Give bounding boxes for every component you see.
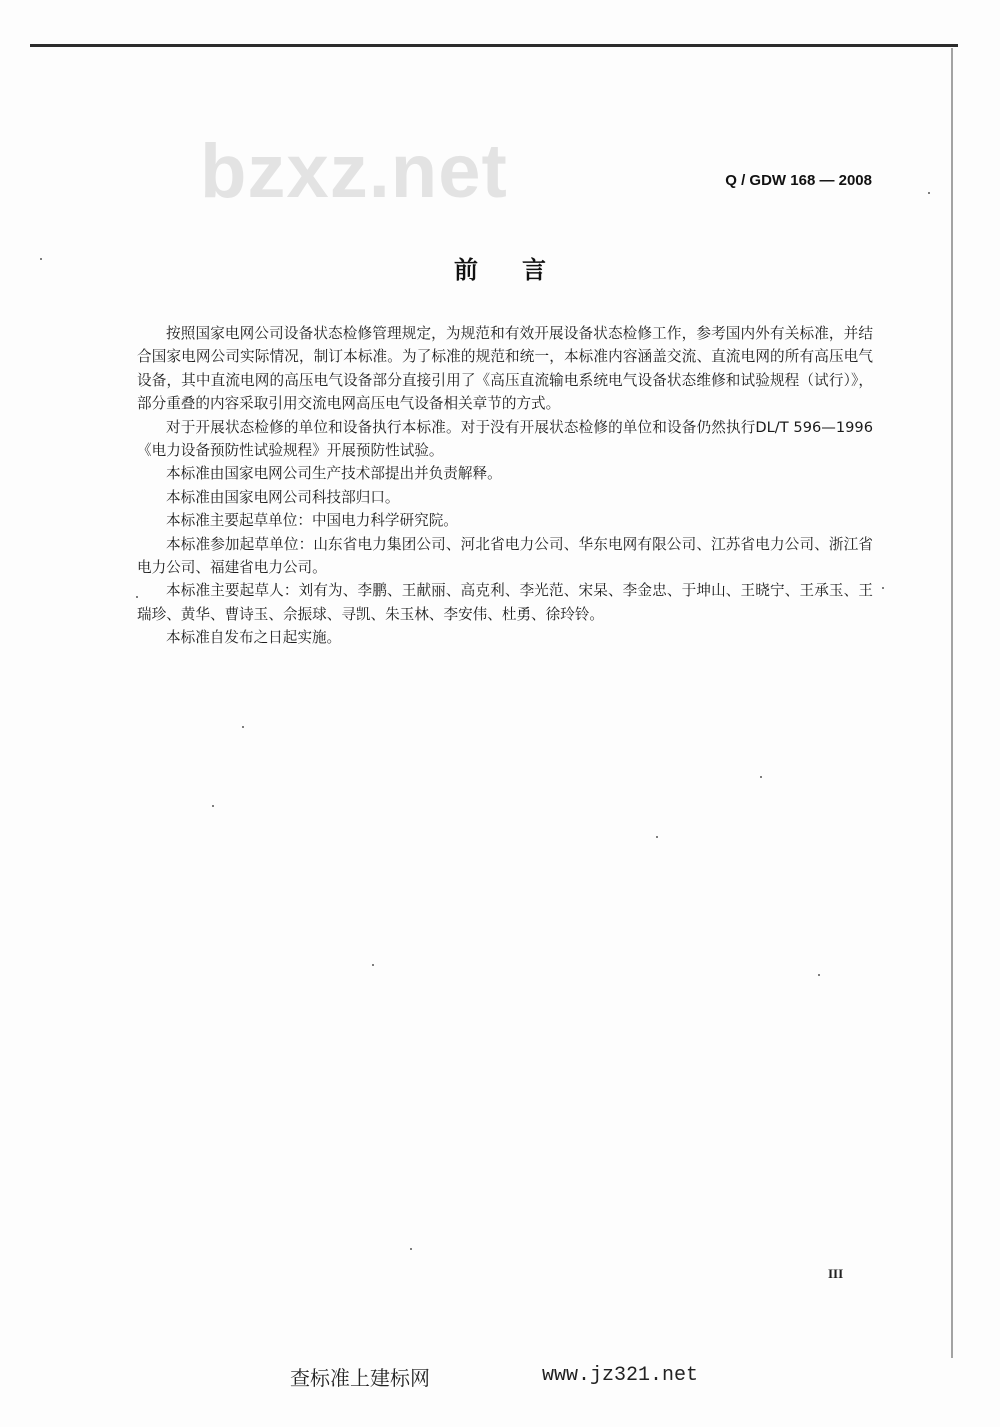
paragraph: 本标准参加起草单位：山东省电力集团公司、河北省电力公司、华东电网有限公司、江苏省电力公司、浙江省电力公司、福建省电力公司。 bbox=[137, 535, 873, 577]
scan-speck bbox=[212, 805, 214, 807]
paragraph: 本标准主要起草人：刘有为、李鹏、王献丽、高克利、李光范、宋杲、李金忠、于坤山、王晓宁、王承玉、王瑞珍、黄华、曹诗玉、佘振球、寻凯、朱玉林、李安伟、杜勇、徐玲铃。 bbox=[137, 582, 873, 623]
footer-site-url[interactable]: www.jz321.net bbox=[542, 1364, 699, 1387]
scan-speck bbox=[136, 596, 138, 598]
right-edge-line bbox=[951, 48, 953, 1358]
scan-speck bbox=[928, 192, 930, 194]
paragraph: 对于开展状态检修的单位和设备执行本标准。对于没有开展状态检修的单位和设备仍然执行DL/T 596—1996《电力设备预防性试验规程》开展预防性试验。 bbox=[137, 418, 873, 460]
scan-speck bbox=[760, 776, 762, 778]
paragraph: 本标准由国家电网公司科技部归口。 bbox=[166, 488, 400, 506]
foreword-body bbox=[137, 322, 873, 650]
scan-speck bbox=[40, 258, 42, 260]
page-title: 前言 bbox=[454, 256, 590, 284]
paragraph: 本标准主要起草单位：中国电力科学研究院。 bbox=[166, 512, 458, 530]
standard-code: Q / GDW 168 — 2008 bbox=[725, 172, 872, 189]
scan-speck bbox=[818, 974, 820, 976]
scan-speck bbox=[242, 726, 244, 728]
paragraph: 本标准由国家电网公司生产技术部提出并负责解释。 bbox=[166, 465, 502, 483]
scan-speck bbox=[372, 964, 374, 966]
footer-site-name: 查标准上建标网 bbox=[290, 1366, 430, 1390]
page-number: III bbox=[828, 1266, 844, 1281]
scan-speck bbox=[656, 836, 658, 838]
top-rule bbox=[30, 44, 958, 47]
scan-speck bbox=[882, 587, 884, 589]
scan-speck bbox=[410, 1248, 412, 1250]
watermark: bzxz.net bbox=[200, 129, 508, 214]
paragraph: 本标准自发布之日起实施。 bbox=[166, 629, 342, 647]
paragraph: 按照国家电网公司设备状态检修管理规定，为规范和有效开展设备状态检修工作，参考国内外有关标准，并结合国家电网公司实际情况，制订本标准。为了标准的规范和统一，本标准内容涵盖交流、直流电网的所有高压电气设备，其中直流电网的高压电气设备部分直接引用了《高压直流输电系统电气设备状态维修和试验规程（试行）》，部分重叠的内容采取引用交流电网高压电气设备相关章节的方式。 bbox=[137, 325, 873, 413]
